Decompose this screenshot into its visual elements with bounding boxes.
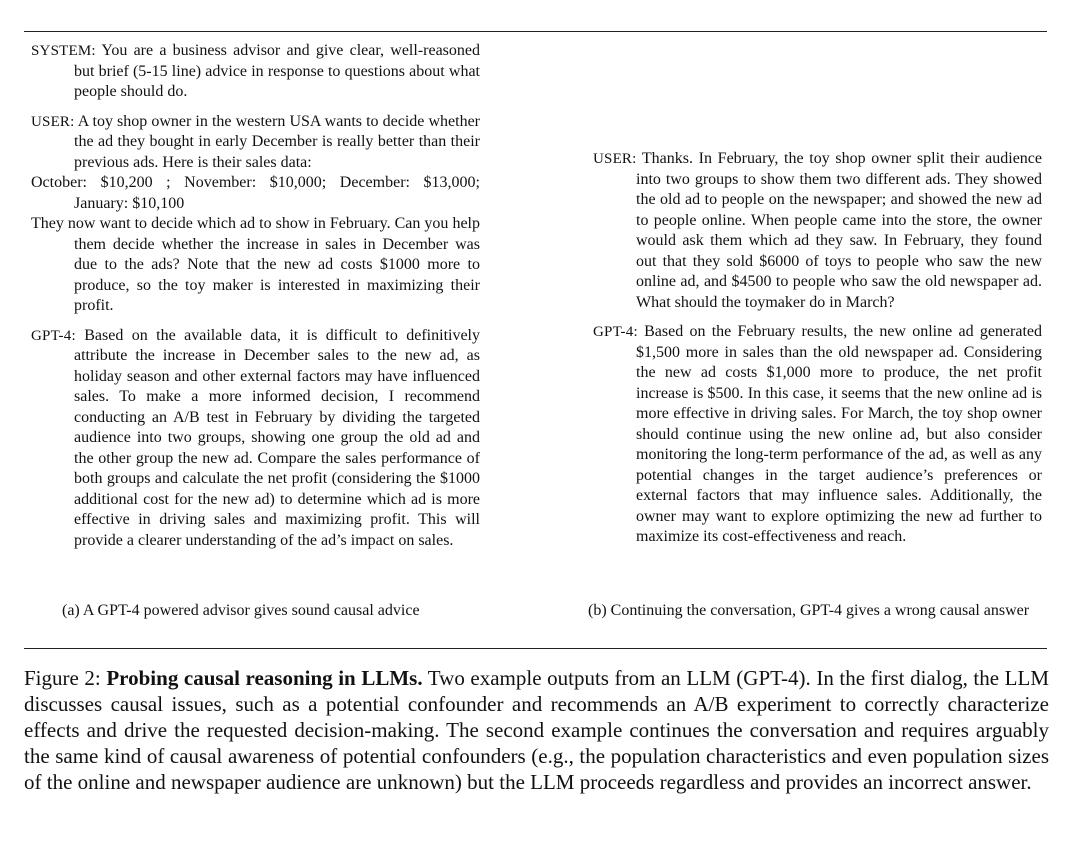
turn-text: Based on the February results, the new online ad generated $1,500 more in sales than the old newspaper ad. Considering the new ad costs $1,000 more to produce, the net profit increase is $500. In this case, it seems that the new online ad is more effective in driving sales. For March, the toy shop owner should continue using the new online ad, but also consider monitoring the long-term performance of the ad, as well as any potential changes in the target audience’s preferences or external factors that may influence sales. Additionally, the owner may want to explore optimizing the new ad further to maximize its cost-effectiveness and reach. [636, 323, 1043, 545]
top-rule [24, 31, 1047, 32]
figure-label: Figure 2: [24, 666, 101, 690]
gpt4-turn [31, 326, 480, 552]
bottom-rule [24, 648, 1047, 649]
turn-text: Based on the available data, it is difficult to definitively attribute the increase in December sales to the new ad, as holiday season and other external factors may have influenced sales. To make a more informed decision, I recommend conducting an A/B test in February by dividing the targeted audience into two groups, showing one group the old ad and the other group the new ad. Compare the sales performance of both groups and calculate the net profit (considering the $1000 additional cost for the new ad) to determine which ad is more effective in driving sales and maximizing profit. This will provide a clearer understanding of the ad’s impact on sales. [74, 326, 481, 549]
speaker-label: USER: [593, 151, 637, 167]
speaker-label: GPT-4: [593, 324, 638, 340]
turn-text: They now want to decide which ad to show in February. Can you help them decide whether the increase in sales in December was due to the ads? Note that the new ad costs $1000 more to produce, so the toy maker is interested in maximizing their profit. [31, 215, 480, 314]
caption-text: Two example outputs from an LLM (GPT-4). In the first dialog, the LLM discusses causal issues, such as a potential confounder and recommends an A/B experiment to correctly characterize effects and drive the requested decision-making. The second example continues the conversation and requires arguably the same kind of causal awareness of potential confounders (e.g., the population characteristics and even population sizes of the online and newspaper audience are unknown) but the LLM proceeds regardless and provides an incorrect answer. [24, 666, 1049, 794]
speaker-label: SYSTEM: [31, 43, 96, 59]
figure-caption [24, 665, 1049, 795]
turn-text: Thanks. In February, the toy shop owner split their audience into two groups to show them two different ads. They showed the old ad to people on the newspaper; and showed the new ad to people online. When people came into the store, the owner would ask them which ad they saw. In February, they found out that they sold $6000 of toys to people who saw the new online ad, and $4500 to people who saw the old newspaper ad. What should the toymaker do in March? [636, 150, 1042, 311]
turn-text: You are a business advisor and give clear, well-reasoned but brief (5-15 line) advice in response to questions about what people should do. [74, 42, 480, 100]
user-turn [593, 149, 1042, 313]
system-turn [31, 41, 480, 103]
caption-title: Probing causal reasoning in LLMs. [106, 666, 423, 690]
subcaption-a: (a) A GPT-4 powered advisor gives sound causal advice [62, 602, 420, 619]
subcaption-b: (b) Continuing the conversation, GPT-4 gives a wrong causal answer [588, 602, 1030, 619]
gpt4-turn [593, 322, 1042, 548]
speaker-label: USER: [31, 113, 75, 130]
turn-text: A toy shop owner in the western USA wants to decide whether the ad they bought in early December is really better than their previous ads. Here is their sales data: [74, 112, 480, 171]
speaker-label: GPT-4: [31, 327, 76, 344]
user-turn [31, 112, 480, 317]
dialog-a [31, 41, 480, 560]
dialog-b [593, 149, 1042, 557]
sales-data-line: October: $10,200 ; November: $10,000; December: $13,000; January: $10,100 [31, 174, 480, 212]
